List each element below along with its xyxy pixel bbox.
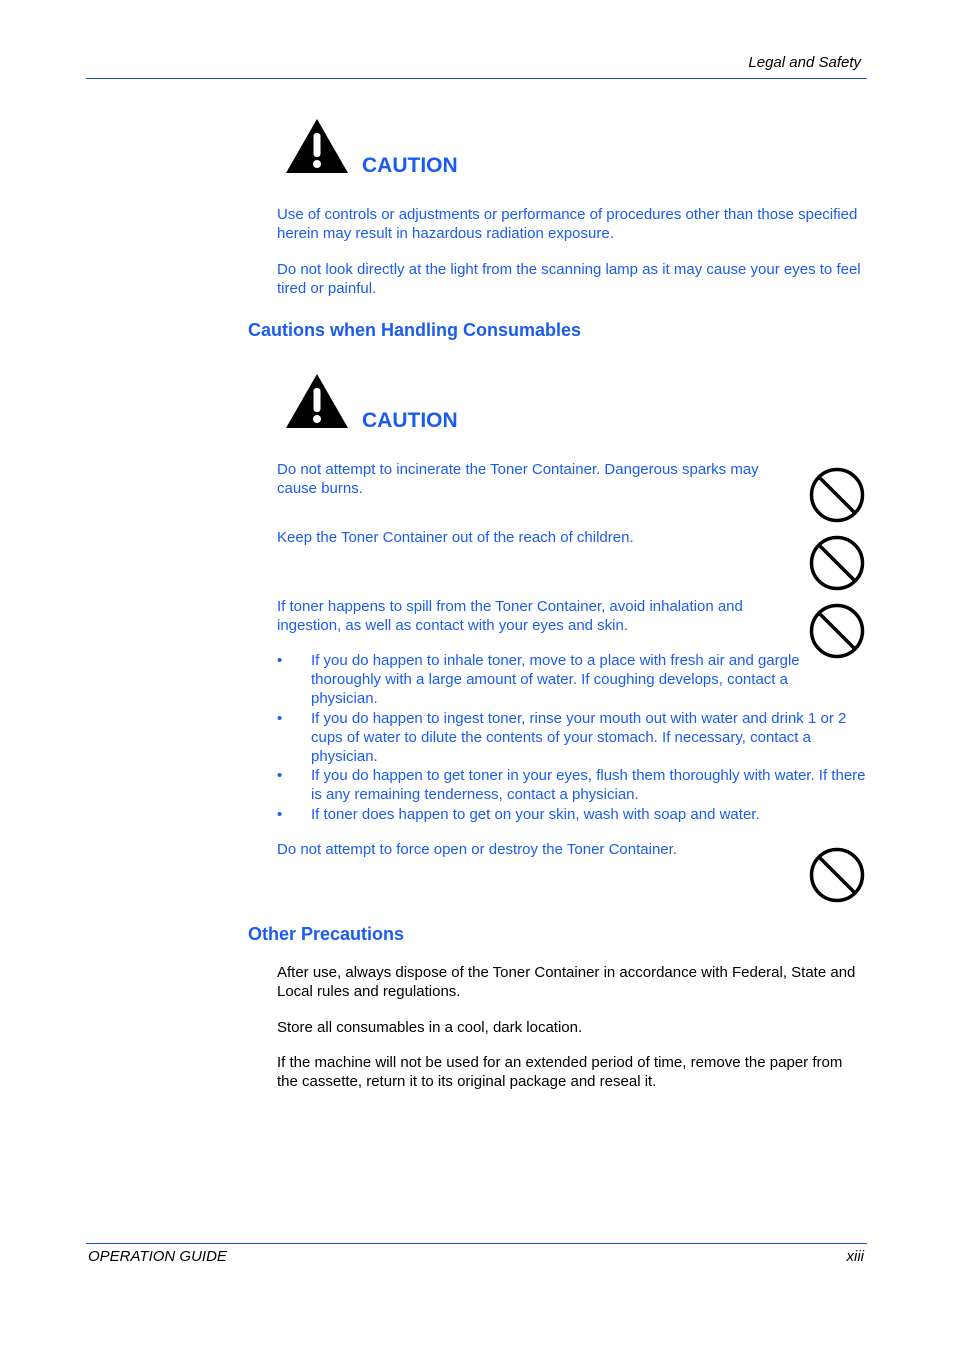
footer-rule xyxy=(86,1243,867,1244)
prohibition-icon xyxy=(809,467,865,523)
warning-triangle-icon xyxy=(284,117,350,175)
caution-title: CAUTION xyxy=(362,409,458,432)
bullet-icon: • xyxy=(277,806,283,823)
prohibition-icon xyxy=(809,847,865,903)
prohibition-icon xyxy=(809,535,865,591)
caution-paragraph: Do not attempt to incinerate the Toner Container. Dangerous sparks may cause burns. xyxy=(277,461,759,497)
section-heading: Other Precautions xyxy=(248,924,405,944)
warning-triangle-icon xyxy=(284,372,350,430)
bullet-icon: • xyxy=(277,710,283,727)
page-number: xiii xyxy=(846,1248,864,1265)
prohibition-icon xyxy=(809,603,865,659)
caution-title: CAUTION xyxy=(362,154,458,177)
section-heading: Cautions when Handling Consumables xyxy=(248,320,582,340)
caution-paragraph: Use of controls or adjustments or performance of procedures other than those specified herein may result in hazardous radiation exposure. xyxy=(277,206,858,242)
caution-paragraph: Do not attempt to force open or destroy the Toner Container. xyxy=(277,841,677,858)
caution-paragraph: Keep the Toner Container out of the reach of children. xyxy=(277,529,634,546)
caution-paragraph: Do not look directly at the light from the scanning lamp as it may cause your eyes to feel tired or painful. xyxy=(277,261,861,297)
running-header: Legal and Safety xyxy=(748,54,861,71)
bullet-icon: • xyxy=(277,652,283,669)
body-paragraph: If the machine will not be used for an extended period of time, remove the paper from the cassette, return it to its original package and reseal it. xyxy=(277,1054,843,1090)
body-paragraph: Store all consumables in a cool, dark location. xyxy=(277,1019,583,1036)
footer-guide-title: OPERATION GUIDE xyxy=(88,1248,227,1265)
bullet-icon: • xyxy=(277,767,283,784)
body-paragraph: After use, always dispose of the Toner Container in accordance with Federal, State and Local rules and regulations. xyxy=(277,964,856,1000)
header-rule xyxy=(86,78,867,79)
caution-paragraph: If toner happens to spill from the Toner Container, avoid inhalation and ingestion, as well as contact with your eyes and skin. xyxy=(277,598,743,634)
